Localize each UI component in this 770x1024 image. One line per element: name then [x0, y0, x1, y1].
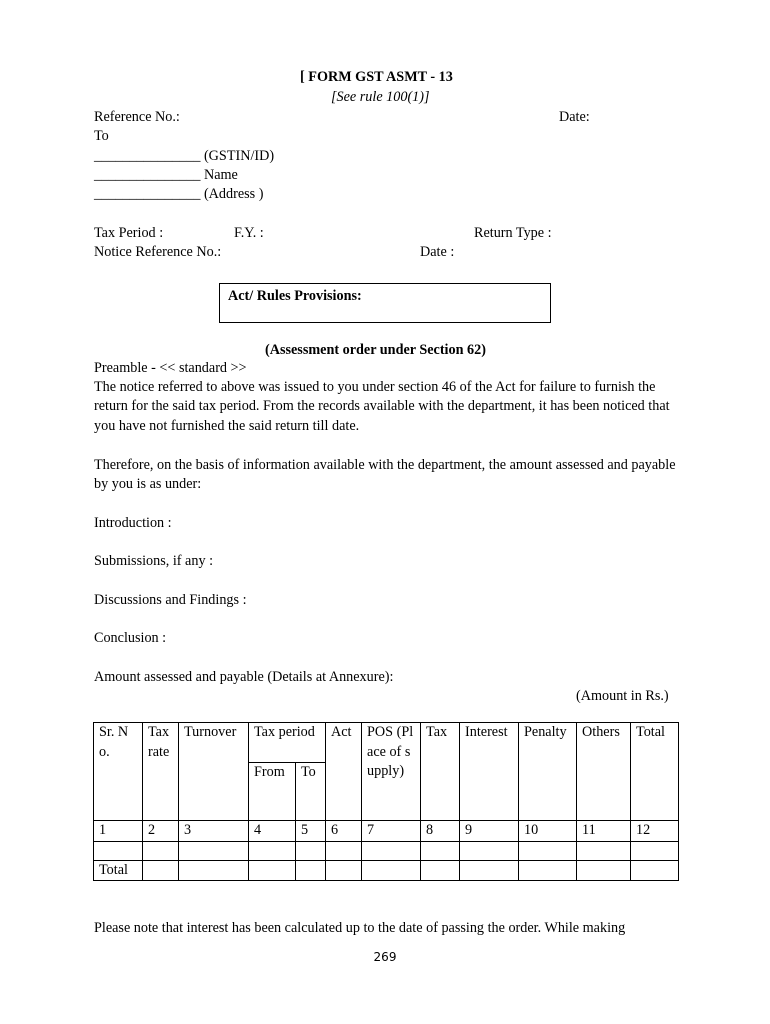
- col-number: 2: [143, 821, 179, 842]
- return-type-label: Return Type :: [474, 225, 552, 241]
- header-total: Total: [631, 723, 679, 821]
- col-number: 10: [519, 821, 577, 842]
- table-cell: [143, 841, 179, 860]
- notice-paragraph: The notice referred to above was issued to you under section 46 of the Act for failure to furnish the return for the said tax period. From the records available with the department, it has been noticed that you have not furnished the said return till date.: [94, 379, 670, 434]
- col-number: 12: [631, 821, 679, 842]
- total-label: Total: [94, 860, 143, 881]
- tax-period-label: Tax Period :: [94, 225, 164, 241]
- section-heading: (Assessment order under Section 62): [265, 342, 486, 358]
- col-number: 7: [362, 821, 421, 842]
- interest-note: Please note that interest has been calculated up to the date of passing the order. While making: [94, 920, 626, 936]
- table-cell: [179, 860, 249, 881]
- table-cell: [631, 841, 679, 860]
- table-cell: [421, 860, 460, 881]
- to-label: To: [94, 128, 109, 144]
- table-cell: [249, 860, 296, 881]
- recipient-name-line: [94, 166, 238, 185]
- discussions-label: Discussions and Findings :: [94, 592, 247, 608]
- assessment-paragraph: Therefore, on the basis of information available with the department, the amount assessed and payable by you is as under:: [94, 457, 676, 493]
- table-cell: [421, 841, 460, 860]
- address-label: (Address ): [203, 186, 264, 202]
- table-cell: [460, 860, 519, 881]
- introduction-label: Introduction :: [94, 515, 172, 531]
- blank-line: _______________: [94, 148, 201, 164]
- recipient-gstin-line: [94, 147, 274, 166]
- header-tax-period: Tax period: [249, 723, 326, 763]
- table-cell: [577, 841, 631, 860]
- header-to: To: [296, 763, 326, 821]
- table-cell: [179, 841, 249, 860]
- col-number: 1: [94, 821, 143, 842]
- table-cell: [296, 841, 326, 860]
- table-total-row: [94, 860, 679, 881]
- blank-line: _______________: [94, 167, 201, 183]
- conclusion-label: Conclusion :: [94, 630, 167, 646]
- page-number: 269: [373, 950, 397, 964]
- col-number: 4: [249, 821, 296, 842]
- date-label: Date:: [559, 109, 590, 125]
- amount-unit: (Amount in Rs.): [576, 688, 669, 704]
- act-rules-box: [219, 283, 551, 323]
- table-cell: [326, 860, 362, 881]
- blank-line: _______________: [94, 186, 201, 202]
- table-cell: [249, 841, 296, 860]
- table-empty-row: [94, 841, 679, 860]
- act-rules-label: Act/ Rules Provisions:: [228, 288, 362, 304]
- table-cell: [519, 860, 577, 881]
- notice-reference-label: Notice Reference No.:: [94, 244, 222, 260]
- table-cell: [362, 841, 421, 860]
- header-act: Act: [326, 723, 362, 821]
- header-tax-rate: Tax rate: [143, 723, 179, 821]
- reference-no-label: Reference No.:: [94, 109, 180, 125]
- header-interest: Interest: [460, 723, 519, 821]
- table-cell: [94, 841, 143, 860]
- form-title: [ FORM GST ASMT - 13: [300, 69, 453, 85]
- amount-heading: Amount assessed and payable (Details at Annexure):: [94, 669, 394, 685]
- gstin-label: (GSTIN/ID): [203, 148, 275, 164]
- header-penalty: Penalty: [519, 723, 577, 821]
- col-number: 5: [296, 821, 326, 842]
- header-pos: POS (Place of supply): [362, 723, 421, 821]
- col-number: 9: [460, 821, 519, 842]
- table-cell: [362, 860, 421, 881]
- preamble: Preamble - << standard >>: [94, 360, 247, 376]
- col-number: 6: [326, 821, 362, 842]
- header-sr-no: Sr. No.: [94, 723, 143, 821]
- header-others: Others: [577, 723, 631, 821]
- table-number-row: [94, 821, 679, 842]
- table-cell: [326, 841, 362, 860]
- amount-table: [93, 722, 679, 881]
- table-cell: [143, 860, 179, 881]
- table-cell: [460, 841, 519, 860]
- header-turnover: Turnover: [179, 723, 249, 821]
- recipient-address-line: [94, 185, 263, 204]
- fy-label: F.Y. :: [234, 225, 264, 241]
- col-number: 8: [421, 821, 460, 842]
- col-number: 3: [179, 821, 249, 842]
- table-cell: [577, 860, 631, 881]
- notice-date-label: Date :: [420, 244, 455, 260]
- header-from: From: [249, 763, 296, 821]
- table-cell: [296, 860, 326, 881]
- header-tax: Tax: [421, 723, 460, 821]
- col-number: 11: [577, 821, 631, 842]
- rule-reference: [See rule 100(1)]: [331, 89, 430, 105]
- table-cell: [631, 860, 679, 881]
- table-cell: [519, 841, 577, 860]
- submissions-label: Submissions, if any :: [94, 553, 214, 569]
- table-header-row: [94, 723, 679, 763]
- name-label: Name: [203, 167, 238, 183]
